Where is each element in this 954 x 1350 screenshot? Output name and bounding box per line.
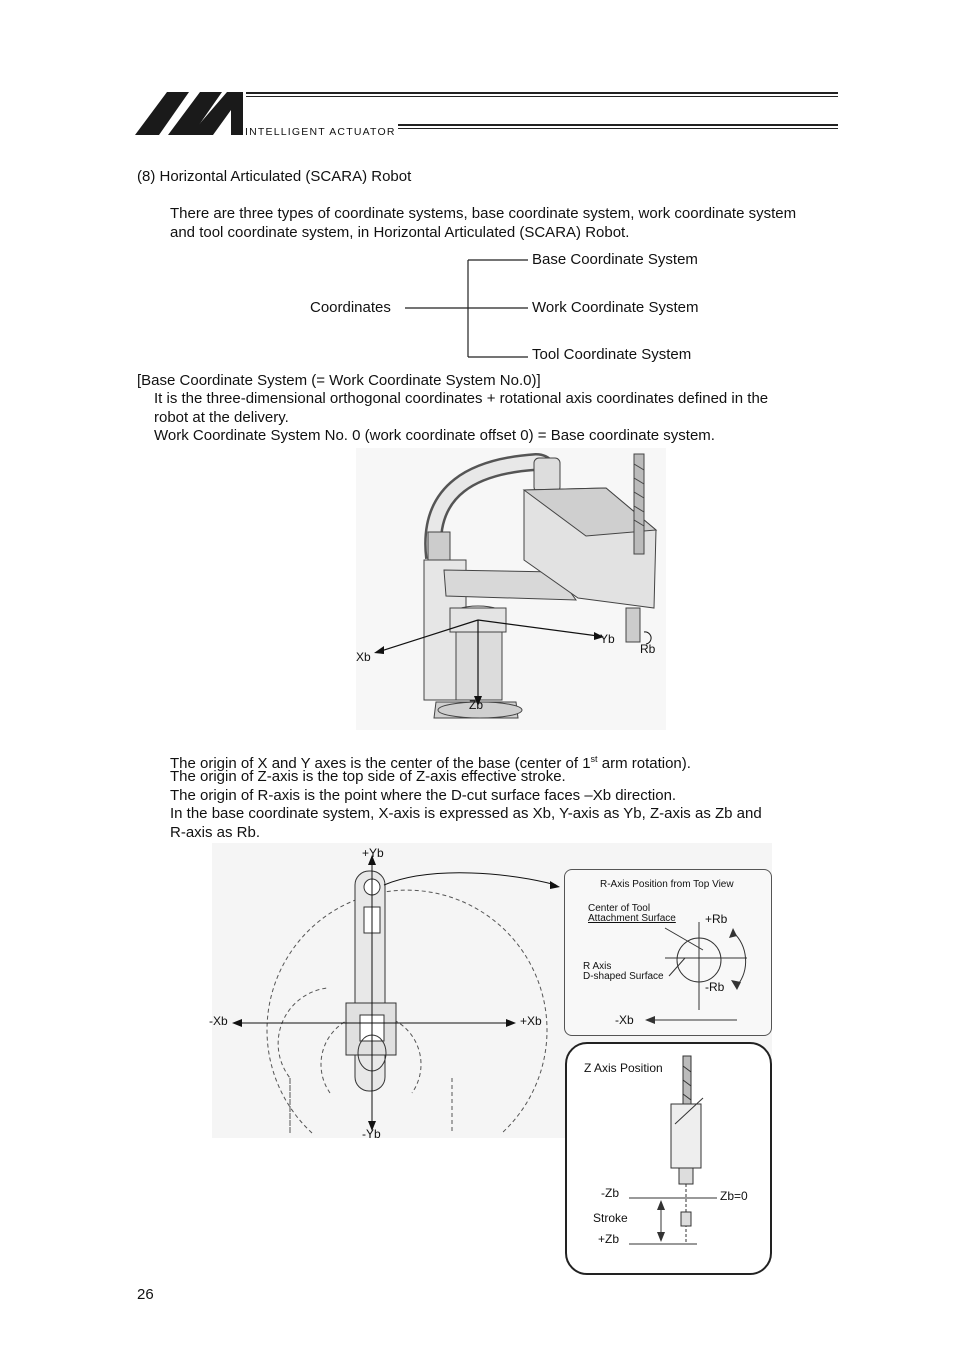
fig1-label-zb: Zb <box>469 698 484 712</box>
r-axis-plus-rb: +Rb <box>705 912 728 926</box>
r-axis-panel-title: R-Axis Position from Top View <box>600 879 734 890</box>
origin-line-1-post: arm rotation). <box>597 755 691 772</box>
base-line-3: Work Coordinate System No. 0 (work coordinate offset 0) = Base coordinate system. <box>154 427 715 444</box>
coordinates-tree-lines <box>400 255 535 365</box>
r-axis-minus-xb: -Xb <box>615 1013 634 1027</box>
origin-line-5: R-axis as Rb. <box>170 824 261 841</box>
fig1-label-rb: Rb <box>640 642 656 656</box>
r-axis-drawing <box>565 870 771 1035</box>
header-rule-bottom <box>398 124 838 126</box>
r-axis-d-label-1: R Axis <box>583 961 612 972</box>
header-rule-top <box>246 92 838 94</box>
base-heading: [Base Coordinate System (= Work Coordinate System No.0)] <box>137 372 541 389</box>
page-header <box>0 0 954 140</box>
header-rule-bottom-2 <box>398 128 838 129</box>
origin-line-3: The origin of R-axis is the point where the D-cut surface faces –Xb direction. <box>170 787 677 804</box>
tree-root: Coordinates <box>310 299 391 316</box>
base-line-2: robot at the delivery. <box>154 409 289 426</box>
tree-branch-base: Base Coordinate System <box>532 251 698 268</box>
top-view-plus-yb: +Yb <box>362 846 384 860</box>
z-axis-panel-title: Z Axis Position <box>584 1061 663 1075</box>
header-rule-top-2 <box>246 96 838 97</box>
brand-text: INTELLIGENT ACTUATOR <box>245 126 396 138</box>
origin-line-1-pre: The origin of X and Y axes is the center of the base (center of 1 <box>170 755 591 772</box>
base-line-1: It is the three-dimensional orthogonal coordinates + rotational axis coordinates defined in the <box>154 390 769 407</box>
intro-line-1: There are three types of coordinate systems, base coordinate system, work coordinate system <box>170 205 797 222</box>
z-axis-stroke: Stroke <box>593 1211 628 1225</box>
origin-line-1-sup: st <box>590 754 598 764</box>
r-axis-center-label-2: Attachment Surface <box>588 913 676 924</box>
fig1-label-yb: Yb <box>600 632 615 646</box>
origin-line-2: The origin of Z-axis is the top side of Z-axis effective stroke. <box>170 768 566 785</box>
r-axis-minus-rb: -Rb <box>705 980 725 994</box>
r-axis-center-label-1: Center of Tool <box>588 903 651 914</box>
top-view-plus-xb: +Xb <box>520 1014 542 1028</box>
z-axis-minus-zb: -Zb <box>601 1186 619 1200</box>
intro-line-2: and tool coordinate system, in Horizontal Articulated (SCARA) Robot. <box>170 224 630 241</box>
top-view-minus-xb: -Xb <box>209 1014 228 1028</box>
page-number: 26 <box>137 1286 154 1303</box>
section-title: (8) Horizontal Articulated (SCARA) Robot <box>137 168 412 185</box>
z-axis-plus-zb: +Zb <box>598 1232 620 1246</box>
iai-logo <box>135 92 245 136</box>
top-view-drawing <box>212 843 572 1138</box>
tree-branch-tool: Tool Coordinate System <box>532 346 692 363</box>
z-axis-panel <box>565 1042 772 1275</box>
figure-scara-robot <box>356 448 666 730</box>
z-axis-zb0: Zb=0 <box>720 1189 748 1203</box>
origin-line-4: In the base coordinate system, X-axis is expressed as Xb, Y-axis as Yb, Z-axis as Zb and <box>170 805 762 822</box>
scara-robot-drawing <box>356 448 666 730</box>
r-axis-panel <box>564 869 772 1036</box>
r-axis-d-label-2: D-shaped Surface <box>583 971 664 982</box>
top-view-minus-yb: -Yb <box>362 1127 381 1141</box>
tree-branch-work: Work Coordinate System <box>532 299 699 316</box>
fig1-label-xb: Xb <box>356 650 371 664</box>
